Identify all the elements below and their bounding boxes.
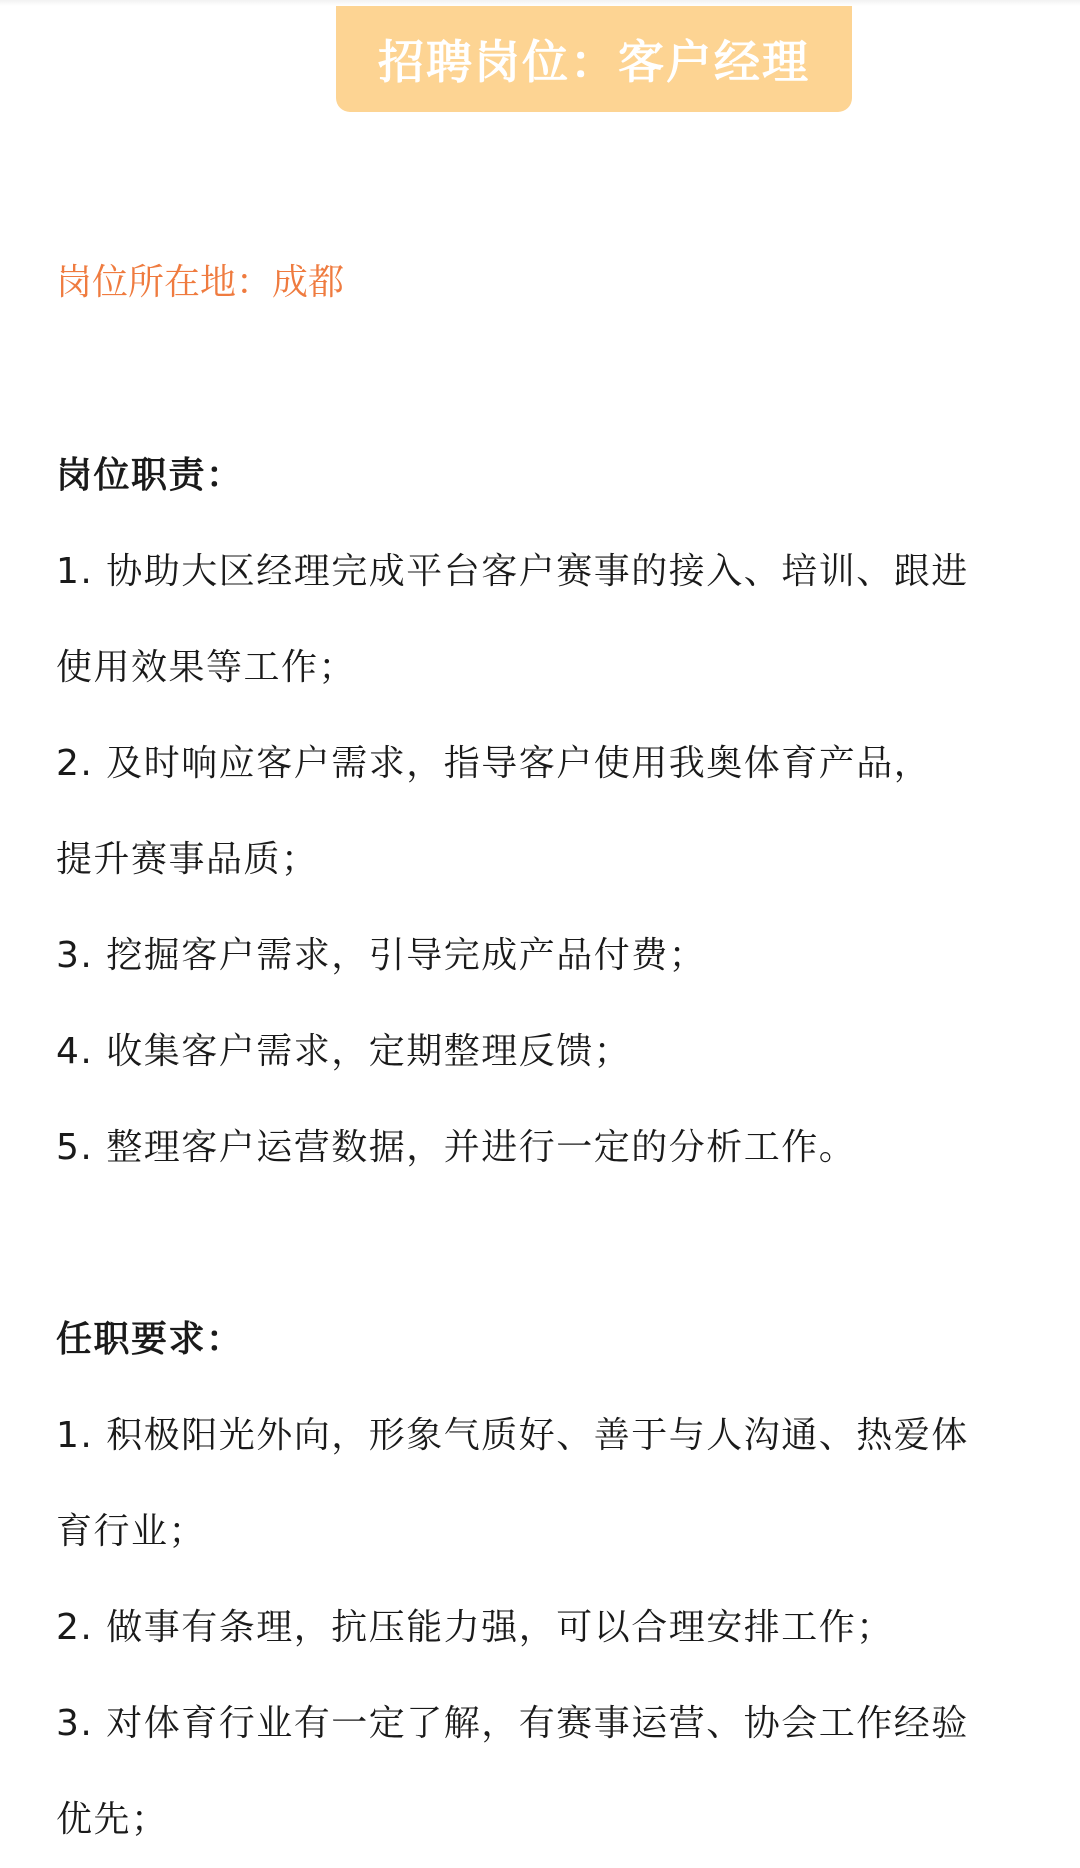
job-location: 岗位所在地：成都 bbox=[56, 262, 345, 303]
requirement-line: 1. 积极阳光外向，形象气质好、善于与人沟通、热爱体 bbox=[56, 1415, 969, 1456]
requirement-line: 优先； bbox=[56, 1799, 169, 1840]
requirement-line: 2. 做事有条理，抗压能力强，可以合理安排工作； bbox=[56, 1607, 894, 1648]
duties-section bbox=[56, 428, 1036, 1196]
duty-line: 4. 收集客户需求，定期整理反馈； bbox=[56, 1031, 632, 1072]
job-title: 招聘岗位：客户经理 bbox=[378, 35, 810, 89]
duty-line: 5. 整理客户运营数据，并进行一定的分析工作。 bbox=[56, 1127, 857, 1168]
requirements-heading: 任职要求： bbox=[56, 1319, 244, 1360]
duties-heading: 岗位职责： bbox=[56, 455, 244, 496]
duty-line: 1. 协助大区经理完成平台客户赛事的接入、培训、跟进 bbox=[56, 551, 969, 592]
duty-line: 提升赛事品质； bbox=[56, 839, 319, 880]
duty-line: 2. 及时响应客户需求，指导客户使用我奥体育产品， bbox=[56, 743, 932, 784]
duty-line: 使用效果等工作； bbox=[56, 647, 357, 688]
requirements-section bbox=[56, 1292, 1036, 1868]
duty-line: 3. 挖掘客户需求，引导完成产品付费； bbox=[56, 935, 707, 976]
job-title-banner bbox=[336, 6, 852, 112]
requirement-line: 3. 对体育行业有一定了解，有赛事运营、协会工作经验 bbox=[56, 1703, 969, 1744]
requirement-line: 育行业； bbox=[56, 1511, 207, 1552]
